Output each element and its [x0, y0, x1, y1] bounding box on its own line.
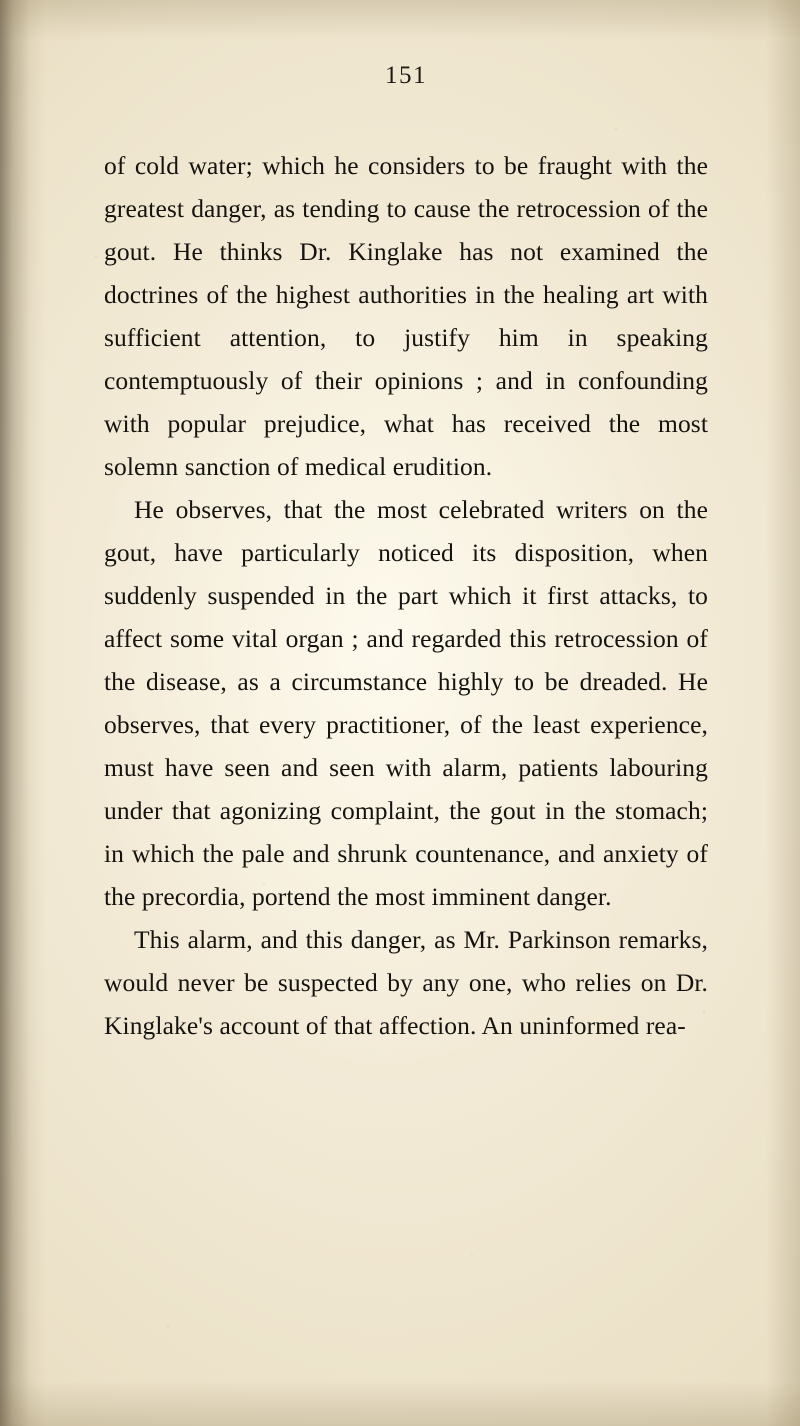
paragraph: This alarm, and this danger, as Mr. Parkinson remarks, would never be suspected by any one, who relies on Dr. Kinglake's account of that affection. An uninformed rea-: [104, 925, 708, 1040]
paragraph: He observes, that the most celebrated writers on the gout, have particularly noticed its disposition, when suddenly suspended in the part which it first attacks, to affect some vital organ ; and regarded this retrocession of the disease, as a circumstance highly to be dreaded. He observes, that every practitioner, of the least experience, must have seen and seen with alarm, patients labouring under that agonizing complaint, the gout in the stomach; in which the pale and shrunk countenance, and anxiety of the precordia, portend the most imminent danger.: [104, 495, 708, 911]
page-number: 151: [385, 62, 427, 89]
paragraph: of cold water; which he considers to be fraught with the greatest danger, as tending to cause the retrocession of the gout. He thinks Dr. Kinglake has not examined the doctrines of the highest authorities in the healing art with sufficient attention, to justify him in speaking contemptuously of their opinions ; and in confounding with popular prejudice, what has received the most solemn sanction of medical erudition.: [104, 151, 708, 481]
bottom-edge-shadow: [0, 1380, 800, 1426]
body-text: [104, 144, 708, 1047]
